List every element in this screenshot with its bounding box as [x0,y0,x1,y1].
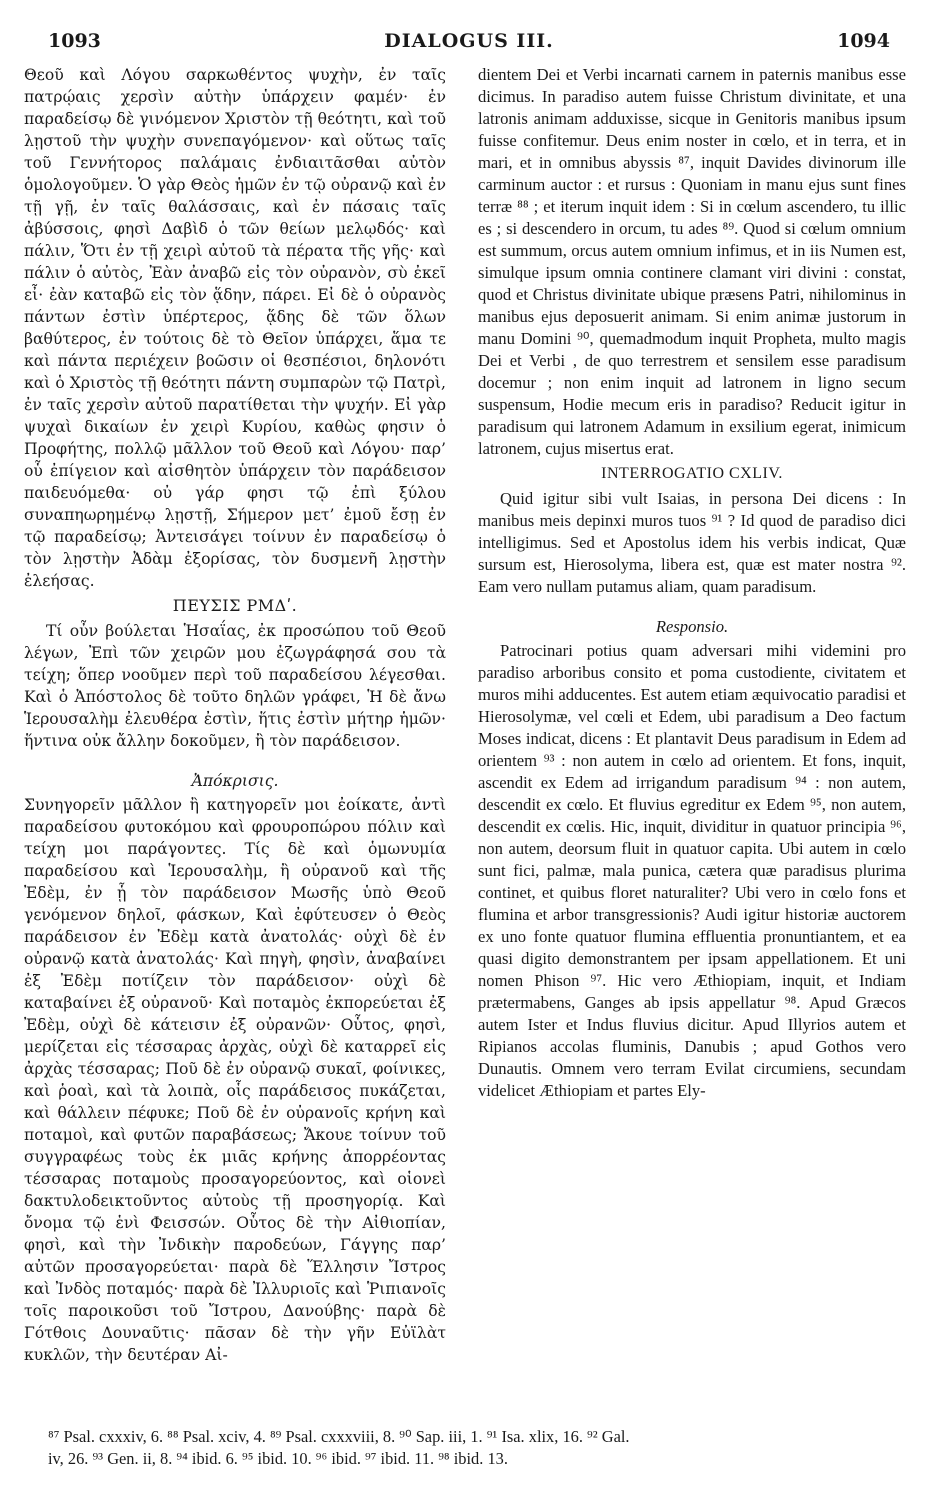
page-number-left: 1093 [48,30,101,52]
greek-paragraph-3: Συνηγορεῖν μᾶλλον ἢ κατηγορεῖν μοι ἐοίκατε, ἀντὶ παραδείσου φυτοκόμου καὶ φρουροπώρου πόλιν καὶ τείχη μοι παράγοντες. Τίς δὲ καὶ ὁμωνυμία παραδείσου καὶ Ἱερουσαλὴμ, ἢ οὐρανοῦ καὶ τῆς Ἐδὲμ, ἐν ᾗ τὸν παράδεισον Μωσῆς ὑπὸ Θεοῦ γενόμενον δηλοῖ, φάσκων, Καὶ ἐφύτευσεν ὁ Θεὸς παράδεισον ἐν Ἐδὲμ κατὰ ἀνατολάς· οὐχὶ δὲ ἐν οὐρανῷ κατὰ ἀνατολάς· Καὶ πηγὴ, φησὶν, ἀναβαίνει ἐξ Ἐδὲμ ποτίζειν τὸν παράδεισον· οὐχὶ δὲ καταβαίνει ἐξ οὐρανοῦ· Καὶ ποταμὸς ἐκπορεύεται ἐξ Ἐδὲμ, οὐχὶ δὲ κάτεισιν ἐξ οὐρανῶν· Οὗτος, φησὶ, μερίζεται εἰς τέσσαρας ἀρχὰς, οὐχὶ δὲ καταρρεῖ εἰς ἀρχὰς τέσσαρας; Ποῦ δὲ ἐν οὐρανῷ συκαῖ, φοίνικες, καὶ ῥοαὶ, καὶ τὰ λοιπὰ, οἷς παράδεισος πυκάζεται, καὶ θάλλειν πέφυκε; Ποῦ δὲ ἐν οὐρανοῖς κρήνη καὶ ποταμοὶ, καὶ φυτῶν παραβάσεως; Ἄκουε τοίνυν τοῦ συγγραφέως τοὺς ἐκ μιᾶς κρήνης ἀπορρέοντας τέσσαρας ποταμοὺς προσαγορεύοντος, καὶ οἱονεὶ δακτυλοδεικτοῦντος αὐτοὺς τῇ προσηγορίᾳ. Καὶ ὄνομα τῷ ἑνὶ Φεισσών. Οὗτος δὲ τὴν Αἰθιοπίαν, φησὶ, καὶ τὴν Ἰνδικὴν παροδεύων, Γάγγης παρ’ αὐτῶν προσαγορεύεται· παρὰ δὲ Ἕλλησιν Ἴστρος καὶ Ἰνδὸς ποταμός· παρὰ δὲ Ἰλλυριοῖς καὶ Ῥιπιανοῖς τοῖς παροικοῦσι τοῦ Ἴστρου, Δανούβης· παρὰ δὲ Γότθοις Δουναῦτις· πᾶσαν δὲ τὴν γῆν Εὐϊλὰτ κυκλῶν, τὴν δευτέραν Αἰ- [24,796,446,1364]
latin-answer-heading: Responsio. [655,617,729,636]
page-number-right: 1094 [837,30,890,52]
latin-paragraph-1: dientem Dei et Verbi incarnati carnem in paternis manibus esse dicimus. In paradiso autem fuisse Christum divinitate, et una latronis animam adduxisse, sicque in Genitoris manibus ipsum fuisse confitemur. Deus enim noster in cœlo, et in terra, et in mari, et in omnibus abyssis ⁸⁷, inquit Davides divinorum ille carminum auctor : et rursus : Quoniam in manu ejus sunt fines terræ ⁸⁸ ; et iterum inquit idem : Si in cœlum ascendero, tu illic es ; si descendero in orcum, tu ades ⁸⁹. Quod si cœlum omnium est summum, orcus autem omnium infimus, et in iis Numen est, simulque ipsum omnia continere clamant viri divini : constat, quod et Christus divinitate ubique præsens Patri, nihilominus in manibus ejus deposuerit animam. Si enim animæ justorum in manu Domini ⁹⁰, quemadmodum inquit Propheta, multo magis Dei et Verbi , de quo terrestrem et sensilem esse paradisum docemur ; non enim inquit ad latronem in ligno secum suspensum, Hodie mecum eris in paradiso? Reducit igitur in paradisum qui latronem Adamum in exsilium egerat, inimicum latronem, cujus misertus erat. [478,65,906,458]
footnotes [48,1426,898,1470]
greek-question-heading: ΠΕΥΣΙΣ ΡΜΔʹ. [172,596,298,615]
latin-paragraph-3: Patrocinari potius quam adversari mihi videmini pro paradiso arboribus consito et poma custodiente, civitatem et muros mihi adducentes. Est autem etiam æquivocatio paradisi et Hierosolymæ, vel cœli et Edem, ubi paradisum a Deo factum Moses indicat, dicens : Et plantavit Deus paradisum in Edem ad orientem ⁹³ : non autem in cœlo ad orientem. Et fons, inquit, ascendit ex Edem ad irrigandum paradisum ⁹⁴ : non autem, descendit ex cœlo. Et fluvius egreditur ex Edem ⁹⁵, non autem, descendit ex cœlis. Hic, inquit, dividitur in quatuor principia ⁹⁶, non autem, deorsum fluit in quatuor capita. Ubi autem in cœlo sunt fici, palmæ, mala punica, cætera quæ paradisus plurima continet, et quibus floret naturaliter? Ubi vero in cœlo fons et flumina et arbor transgressionis? Audi igitur historiæ auctorem ex uno fonte quatuor flumina effluentia pronuntiantem, et ea quasi digito demonstrantem per ipsam appellationem. Et uni nomen Phison ⁹⁷. Hic vero Æthiopiam, inquit, et Indiam prætermabens, Ganges ab ipsis appellatur ⁹⁸. Apud Græcos autem Ister et Indus fluvius dicitur. Apud Illyrios autem et Ripianos accolas fluminis, Danubis ; apud Gothos vero Dunautis. Omnem vero terram Evilat circumiens, secundam videlicet Æthiopiam et partes Ely- [478,641,906,1100]
greek-column [24,64,446,1414]
running-header [48,30,890,60]
latin-question-heading: INTERROGATIO CXLIV. [601,465,783,482]
footnote-line-1: ⁸⁷ Psal. cxxxiv, 6. ⁸⁸ Psal. xciv, 4. ⁸⁹ Psal. cxxxviii, 8. ⁹⁰ Sap. iii, 1. ⁹¹ Isa. xlix, 16. ⁹² Gal. [48,1427,630,1446]
running-title: DIALOGUS III. [384,30,554,52]
greek-answer-heading: Ἀπόκρισις. [191,772,279,790]
latin-paragraph-2: Quid igitur sibi vult Isaias, in persona Dei dicens : In manibus meis depinxi muros tuos ⁹¹ ? Id quod de paradiso dici intelligimus. Sed et Apostolus idem his verbis indicat, Quæ sursum est, Hierosolyma, libera est, quæ est mater nostra ⁹². Eam vero nullam putamus aliam, quam paradisum. [478,489,906,596]
latin-column [478,64,906,1414]
greek-paragraph-2: Τί οὖν βούλεται Ἡσαΐας, ἐκ προσώπου τοῦ Θεοῦ λέγων, Ἐπὶ τῶν χειρῶν μου ἐζωγράφησά σου τὰ τείχη; ὅπερ νοοῦμεν περὶ τοῦ παραδείσου λέγεσθαι. Καὶ ὁ Ἀπόστολος δὲ τοῦτο δηλῶν γράφει, Ἡ δὲ ἄνω Ἱερουσαλὴμ ἐλευθέρα ἐστὶν, ἥτις ἐστὶν μήτηρ ἡμῶν· ἥντινα οὐκ ἄλλην δοκοῦμεν, ἢ τὸν παράδεισον. [24,622,446,750]
footnote-line-2: iv, 26. ⁹³ Gen. ii, 8. ⁹⁴ ibid. 6. ⁹⁵ ibid. 10. ⁹⁶ ibid. ⁹⁷ ibid. 11. ⁹⁸ ibid. 13. [48,1449,508,1468]
greek-paragraph-1: Θεοῦ καὶ Λόγου σαρκωθέντος ψυχὴν, ἐν ταῖς πατρῴαις χερσὶν αὐτὴν ὑπάρχειν φαμέν· ἐν παραδείσῳ δὲ γινόμενον Χριστὸν τῇ θεότητι, καὶ τοῦ λῃστοῦ τὴν ψυχὴν συνεπαγόμενον· καὶ οὕτως ταῖς τοῦ Γεννήτορος παλάμαις ἐνδιαιτᾶσθαι αὐτὸν ὁμολογοῦμεν. Ὁ γὰρ Θεὸς ἡμῶν ἐν τῷ οὐρανῷ καὶ ἐν τῇ γῇ, ἐν ταῖς θαλάσσαις, καὶ ἐν πάσαις ταῖς ἀβύσσοις, φησὶ Δαβὶδ ὁ τῶν θείων μελῳδός· καὶ πάλιν, Ὅτι ἐν τῇ χειρὶ αὐτοῦ τὰ πέρατα τῆς γῆς· καὶ πάλιν ὁ αὐτὸς, Ἐὰν ἀναβῶ εἰς τὸν οὐρανὸν, σὺ ἐκεῖ εἶ· ἐὰν καταβῶ εἰς τὸν ᾅδην, πάρει. Εἰ δὲ ὁ οὐρανὸς πάντων ἐστὶν ὑπέρτερος, ᾅδης δὲ τῶν ὅλων βαθύτερος, ἐν τούτοις δὲ τὸ Θεῖον ὑπάρχει, ἅμα τε καὶ πάντα περιέχειν βοῶσιν οἱ θεσπέσιοι, δηλονότι καὶ ὁ Χριστὸς τῇ θεότητι πάντη συμπαρὼν τῷ Πατρὶ, ἐν ταῖς χερσὶν αὐτοῦ παρατίθεται τὴν ψυχήν. Εἰ γὰρ ψυχαὶ δικαίων ἐν χειρὶ Κυρίου, καθὼς φησιν ὁ Προφήτης, πολλῷ μᾶλλον τοῦ Θεοῦ καὶ Λόγου· παρ’ οὗ ἐπίγειον καὶ αἰσθητὸν ὑπάρχειν τὸν παράδεισον παιδευόμεθα· οὐ γάρ φησι τῷ ἐπὶ ξύλου συναπηωρημένῳ λῃστῇ, Σήμερον μετ’ ἐμοῦ ἔσῃ ἐν τῷ παραδείσῳ; Ἀντεισάγει τοίνυν ἐν παραδείσῳ ὁ τὸν λῃστὴν Ἀδὰμ ἐξορίσας, τὸν δυσμενῆ λῃστὴν ἐλεήσας. [24,66,446,590]
